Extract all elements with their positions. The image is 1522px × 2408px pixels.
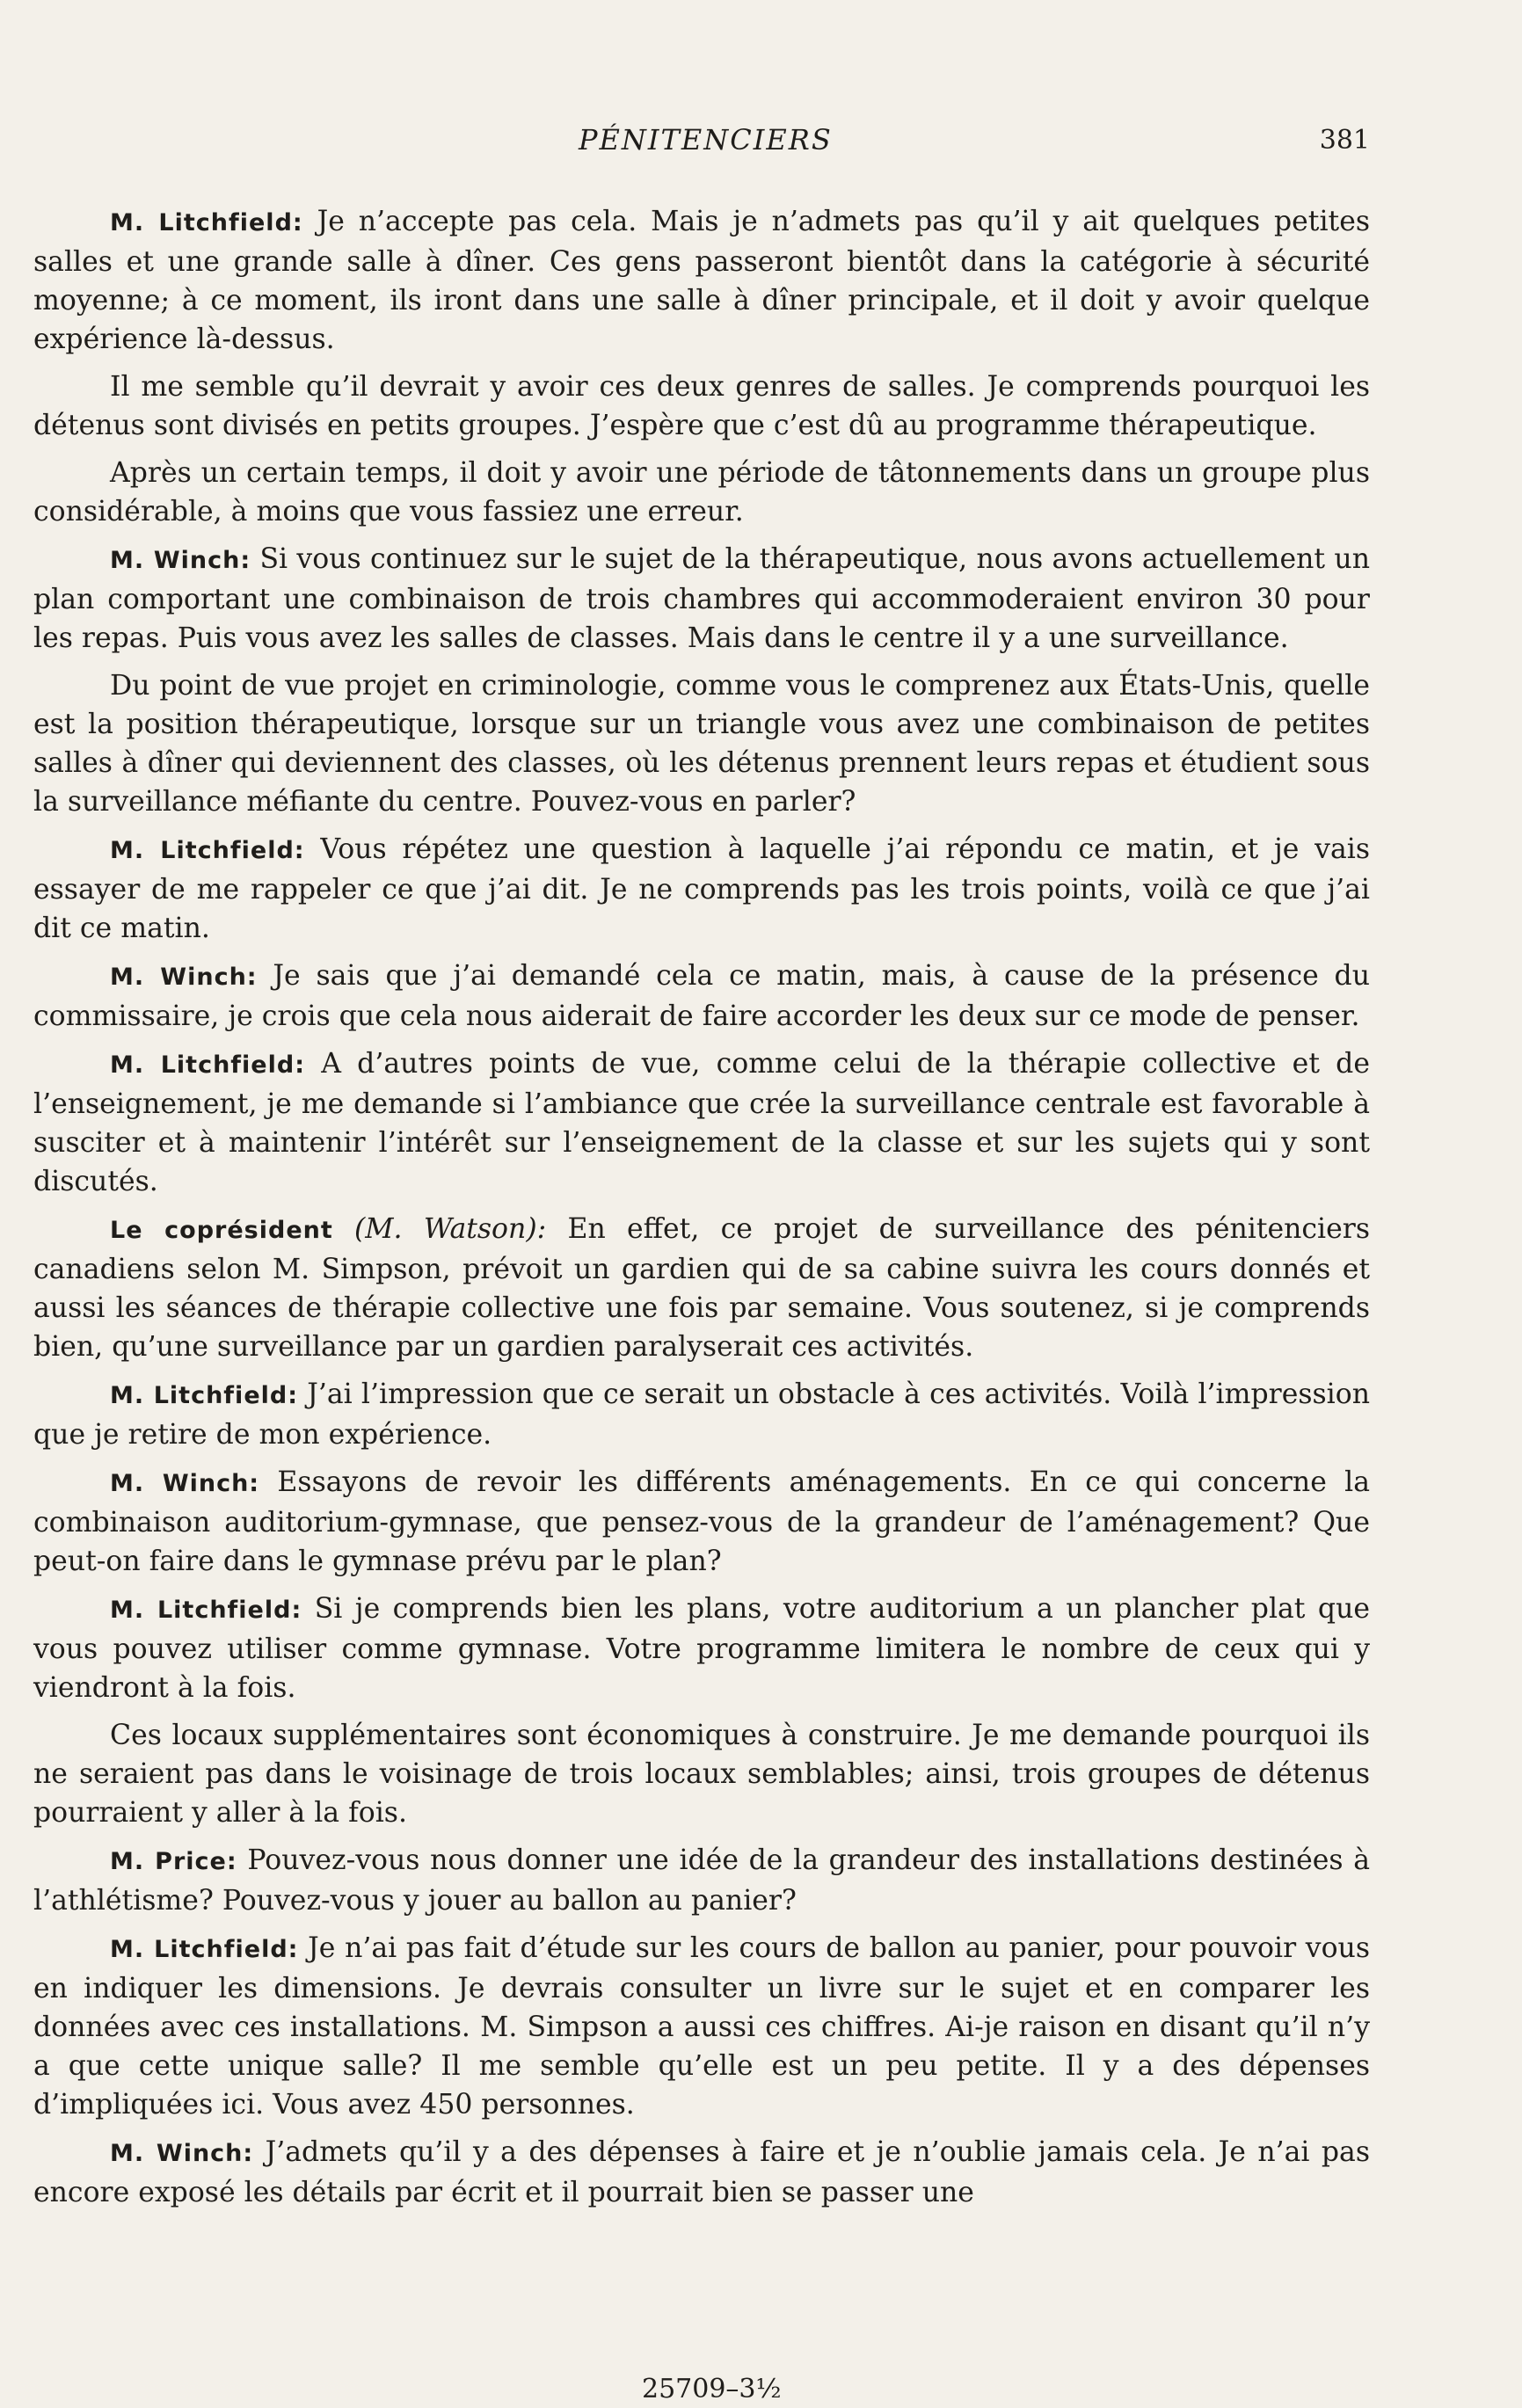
- speaker-name: M. Litchfield:: [110, 1382, 299, 1409]
- paragraph-text: En effet, ce projet de surveillance des pénitenciers canadiens selon M. Simpson, prévoit un gardien qui de sa cabine suivra les cours donnés et aussi les séances de thérapie collective une fois par semaine. Vous soutenez, si je comprends bien, qu’une surveillance par un gardien paralyserait ces activités.: [33, 1213, 1370, 1363]
- speaker-name: M. Litchfield:: [110, 1936, 299, 1963]
- paragraph: [33, 367, 1370, 445]
- speaker-name: Le coprésident: [110, 1217, 333, 1244]
- paragraph-text: Si je comprends bien les plans, votre auditorium a un plancher plat que vous pouvez utiliser comme gymnase. Votre programme limitera le nombre de ceux qui y viendront à la fois.: [33, 1593, 1371, 1704]
- page-number: 381: [1319, 125, 1370, 156]
- page-header: [33, 116, 1370, 169]
- printer-signature: 25709–3½: [642, 2374, 782, 2404]
- speaker-name: M. Litchfield:: [110, 837, 305, 864]
- paragraph-text: Essayons de revoir les différents aménagements. En ce qui concerne la combinaison auditorium-gymnase, que pensez-vous de la grandeur de l’aménagement? Que peut-on faire dans le gymnase prévu par le plan?: [33, 1466, 1371, 1577]
- paragraph-text: Ces locaux supplémentaires sont économiques à construire. Je me demande pourquoi ils ne seraient pas dans le voisinage de trois locaux semblables; ainsi, trois groupes de détenus pourraient y aller à la fois.: [33, 1720, 1370, 1829]
- paragraph-text: Il me semble qu’il devrait y avoir ces deux genres de salles. Je comprends pourquoi les détenus sont divisés en petits groupes. J’espère que c’est dû au programme thérapeutique.: [33, 371, 1370, 441]
- paragraph-text: A d’autres points de vue, comme celui de la thérapie collective et de l’enseignement, je me demande si l’ambiance que crée la surveillance centrale est favorable à susciter et à maintenir l’intérêt sur l’enseignement de la classe et sur les sujets qui y sont discutés.: [33, 1048, 1370, 1197]
- paragraph-text: Je n’ai pas fait d’étude sur les cours de ballon au panier, pour pouvoir vous en indiquer les dimensions. Je devrais consulter un livre sur le sujet et en comparer les données avec ces installations. M. Simpson a aussi ces chiffres. Ai-je raison en disant qu’il n’y a que cette unique salle? Il me semble qu’elle est un peu petite. Il y a des dépenses d’impliquées ici. Vous avez 450 personnes.: [33, 1932, 1370, 2121]
- speaker-name: M. Winch:: [110, 2140, 254, 2167]
- speaker-name: M. Litchfield:: [110, 1597, 302, 1624]
- paragraph: [33, 830, 1370, 948]
- document-page: [33, 116, 1370, 2221]
- paragraph: [33, 1044, 1370, 1201]
- speaker-name: M. Price:: [110, 1848, 237, 1875]
- paragraph-text: Pouvez-vous nous donner une idée de la grandeur des installations destinées à l’athlétisme? Pouvez-vous y jouer au ballon au panier?: [33, 1844, 1371, 1917]
- paragraph: [33, 202, 1370, 359]
- paragraph: [33, 666, 1370, 821]
- running-title: PÉNITENCIERS: [579, 123, 833, 156]
- document-body: [33, 202, 1370, 2212]
- paragraph-text: Je n’accepte pas cela. Mais je n’admets pas qu’il y ait quelques petites salles et une grande salle à dîner. Ces gens passeront bientôt dans la catégorie à sécurité moyenne; à ce moment, ils iront dans une salle à dîner principale, et il doit y avoir quelque expérience là-dessus.: [33, 206, 1370, 355]
- speaker-note: (M. Watson):: [354, 1213, 547, 1245]
- paragraph: [33, 1590, 1370, 1707]
- paragraph-text: J’ai l’impression que ce serait un obstacle à ces activités. Voilà l’impression que je retire de mon expérience.: [33, 1379, 1371, 1451]
- paragraph-text: Je sais que j’ai demandé cela ce matin, mais, à cause de la présence du commissaire, je crois que cela nous aiderait de faire accorder les deux sur ce mode de penser.: [33, 960, 1371, 1032]
- speaker-name: M. Winch:: [110, 1470, 260, 1497]
- paragraph-text: Si vous continuez sur le sujet de la thérapeutique, nous avons actuellement un plan comportant une combinaison de trois chambres qui accommoderaient environ 30 pour les repas. Puis vous avez les salles de classes. Mais dans le centre il y a une surveillance.: [33, 543, 1370, 654]
- speaker-name: M. Winch:: [110, 547, 251, 574]
- paragraph: [33, 1210, 1370, 1366]
- paragraph: [33, 1375, 1370, 1454]
- paragraph-text: Du point de vue projet en criminologie, comme vous le comprenez aux États-Unis, quelle est la position thérapeutique, lorsque sur un triangle vous avez une combinaison de petites salles à dîner qui deviennent des classes, où les détenus prennent leurs repas et étudient sous la surveillance méfiante du centre. Pouvez-vous en parler?: [33, 670, 1370, 818]
- paragraph: [33, 1716, 1370, 1832]
- paragraph: [33, 957, 1370, 1036]
- paragraph-text: Après un certain temps, il doit y avoir une période de tâtonnements dans un groupe plus considérable, à moins que vous fassiez une erreur.: [33, 457, 1370, 527]
- paragraph: [33, 1841, 1370, 1920]
- paragraph-text: J’admets qu’il y a des dépenses à faire et je n’oublie jamais cela. Je n’ai pas encore exposé les détails par écrit et il pourrait bien se passer une: [33, 2136, 1371, 2208]
- speaker-name: M. Litchfield:: [110, 209, 303, 236]
- paragraph: [33, 1929, 1370, 2124]
- paragraph-text: Vous répétez une question à laquelle j’ai répondu ce matin, et je vais essayer de me rappeler ce que j’ai dit. Je ne comprends pas les trois points, voilà ce que j’ai dit ce matin.: [33, 833, 1370, 944]
- paragraph: [33, 540, 1370, 658]
- paragraph: [33, 1463, 1370, 1581]
- paragraph: [33, 2133, 1370, 2212]
- speaker-name: M. Winch:: [110, 964, 258, 991]
- paragraph: [33, 454, 1370, 531]
- speaker-name: M. Litchfield:: [110, 1051, 305, 1079]
